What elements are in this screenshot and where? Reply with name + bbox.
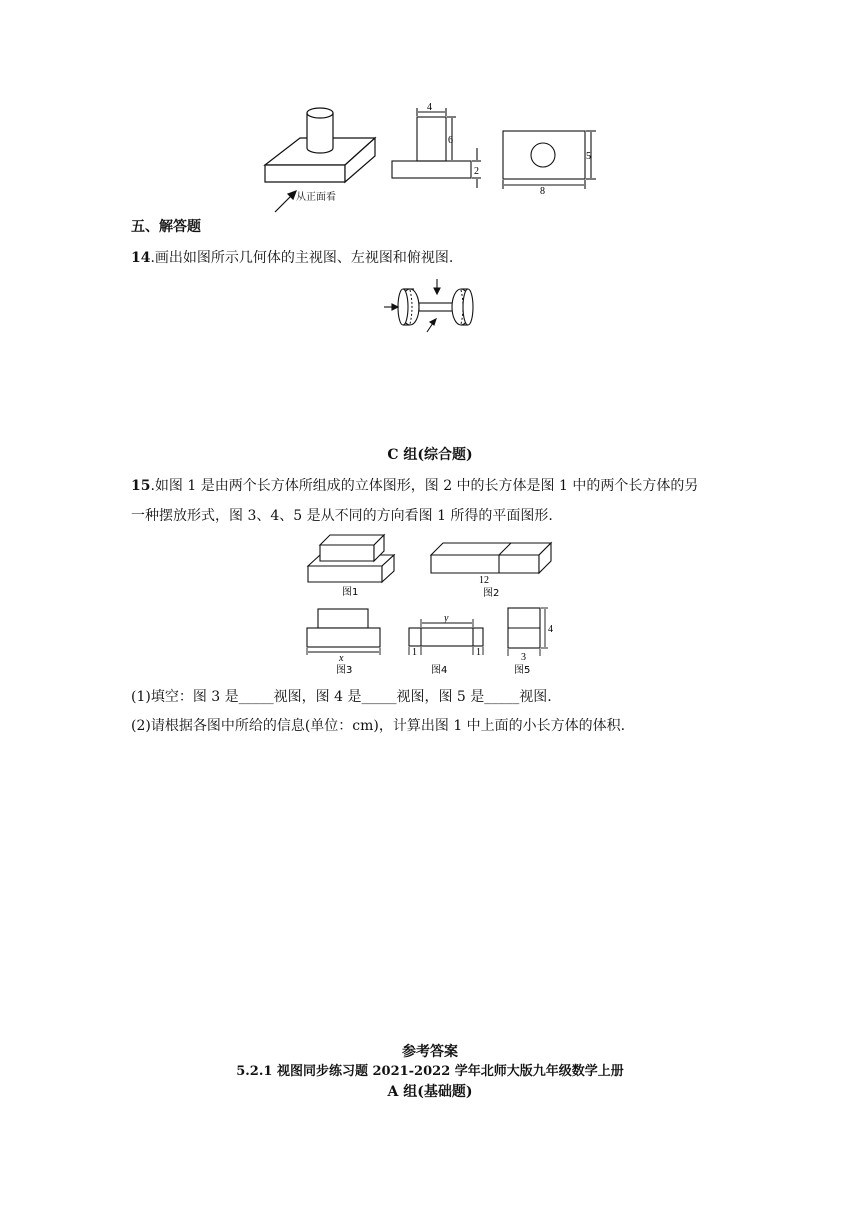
dim-5: 5 (586, 151, 591, 162)
question-15-line2: 一种摆放形式，图 3、4、5 是从不同的方向看图 1 所得的平面图形. (131, 508, 553, 524)
plan-view-circle (531, 143, 555, 167)
cylinder (307, 113, 333, 153)
fig4-one-right: 1 (476, 647, 481, 658)
front-view-top (417, 117, 446, 161)
front-arrow (430, 319, 436, 325)
dim-4: 4 (427, 102, 432, 113)
fig5-three: 3 (521, 652, 526, 663)
question-text: .画出如图所示几何体的主视图、左视图和俯视图. (150, 250, 454, 266)
question-15-line1 (131, 476, 698, 496)
plan-view-rect (503, 131, 585, 179)
fig4-one-left: 1 (412, 647, 417, 658)
question-number: 14 (131, 250, 151, 266)
question-14 (131, 248, 453, 268)
answers-title: 参考答案 (402, 1044, 458, 1060)
fig4-label: 图4 (431, 665, 448, 676)
fig5-label: 图5 (514, 665, 531, 676)
figure-15 (300, 530, 570, 680)
question-number: 15 (131, 478, 151, 494)
group-c-heading: C 组(综合题) (387, 447, 473, 463)
dim-2: 2 (474, 166, 479, 177)
fig2-len: 12 (479, 575, 489, 586)
dim-8: 8 (540, 186, 545, 197)
question-15-part1: (1)填空：图 3 是_____视图，图 4 是_____视图，图 5 是_____视图. (131, 689, 552, 705)
cylinder-top (307, 108, 333, 118)
fig3-x: x (339, 653, 344, 664)
top-arrow (434, 288, 440, 294)
fig4-y: y (444, 613, 449, 624)
question-text: .如图 1 是由两个长方体所组成的立体图形，图 2 中的长方体是图 1 中的两个长方体的另 (150, 478, 699, 494)
answers-group-a: A 组(基础题) (387, 1084, 473, 1100)
arrow-label: 从正面看 (296, 192, 336, 203)
fig1-label: 图1 (342, 587, 359, 598)
fig3-label: 图3 (336, 665, 353, 676)
fig5-four: 4 (548, 624, 553, 635)
dumbbell-figure (380, 276, 480, 336)
fig2-label: 图2 (483, 588, 500, 599)
front-view-base (392, 161, 471, 178)
base-slab-front (265, 165, 345, 182)
answers-subtitle: 5.2.1 视图同步练习题 2021-2022 学年北师大版九年级数学上册 (236, 1064, 624, 1079)
question-15-part2: (2)请根据各图中所给的信息(单位：cm)，计算出图 1 中上面的小长方体的体积. (131, 718, 626, 734)
top-figure (255, 95, 615, 215)
dim-6: 6 (448, 135, 453, 146)
section-heading: 五、解答题 (131, 219, 201, 235)
left-arrow (392, 304, 398, 310)
